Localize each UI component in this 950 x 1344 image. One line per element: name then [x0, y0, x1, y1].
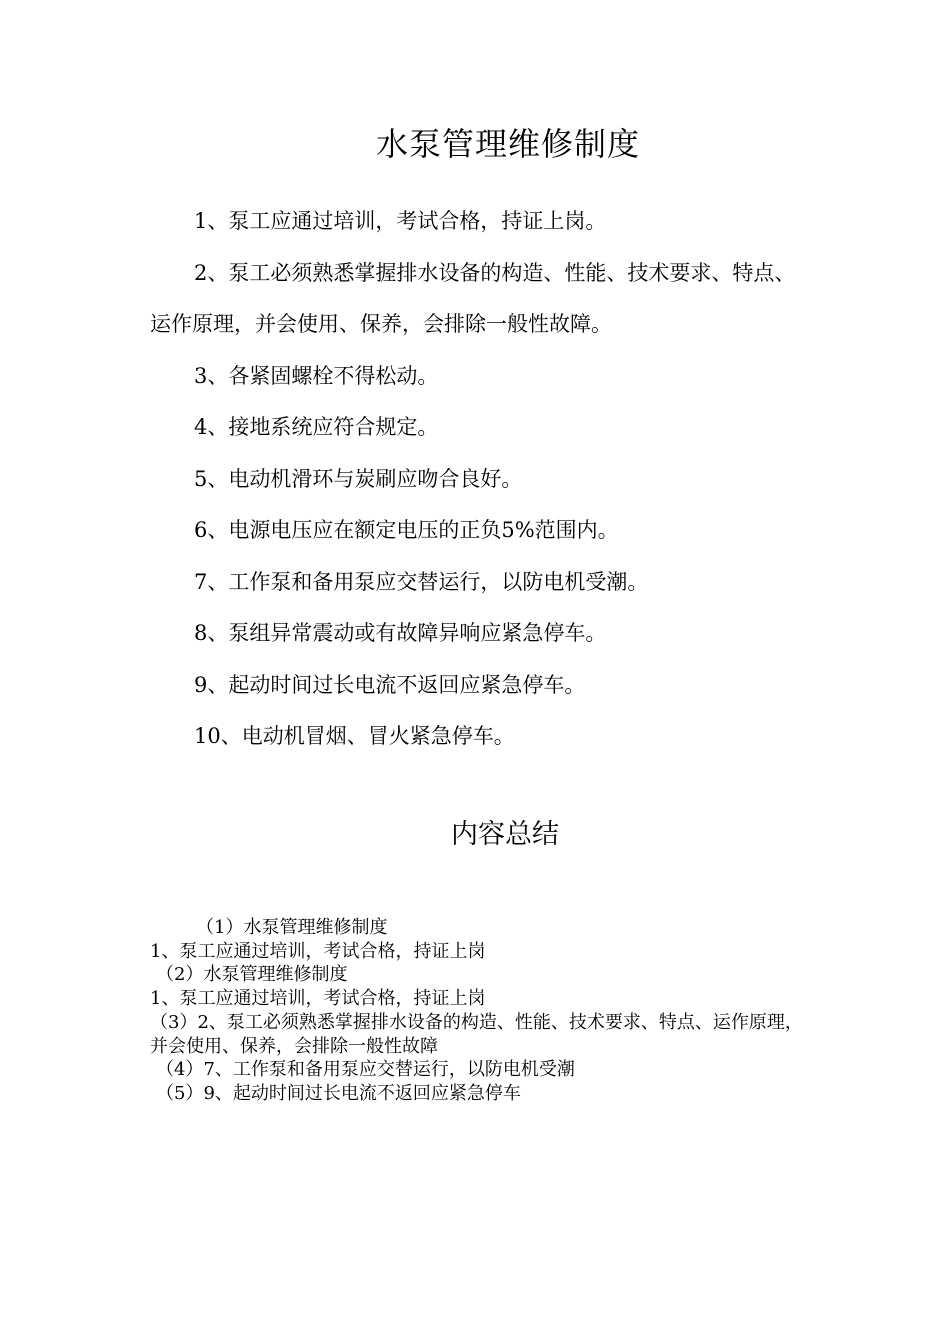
summary-line: （1）水泵管理维修制度 [196, 917, 388, 938]
rules-list [150, 196, 810, 763]
rule-item: 3、各紧固螺栓不得松动。 [194, 363, 439, 388]
rule-item: 1、泵工应通过培训，考试合格，持证上岗。 [194, 209, 607, 233]
summary-line: 1、泵工应通过培训，考试合格，持证上岗 [150, 940, 486, 962]
summary-line: （2）水泵管理维修制度 [156, 964, 348, 986]
document-title: 水泵管理维修制度 [375, 125, 640, 163]
rule-item: 10、电动机冒烟、冒火紧急停车。 [194, 724, 515, 748]
summary-title: 内容总结 [451, 819, 559, 850]
rule-item: 7、工作泵和备用泵应交替运行，以防电机受潮。 [194, 569, 649, 594]
rule-item: 4、接地系统应符合规定。 [194, 415, 439, 439]
rule-item: 2、泵工必须熟悉掌握排水设备的构造、性能、技术要求、特点、运作原理，并会使用、保养，会排除一般性故障。 [150, 260, 796, 336]
summary-block [150, 916, 810, 1106]
summary-line: （4）7、工作泵和备用泵应交替运行，以防电机受潮 [156, 1059, 575, 1081]
rule-item: 5、电动机滑环与炭刷应吻合良好。 [194, 466, 523, 491]
rule-item: 8、泵组异常震动或有故障异响应紧急停车。 [194, 621, 607, 645]
summary-line: 1、泵工应通过培训，考试合格，持证上岗 [150, 988, 486, 1010]
summary-line: （3）2、泵工必须熟悉掌握排水设备的构造、性能、技术要求、特点、运作原理，并会使用、保养，会排除一般性故障 [150, 1011, 803, 1057]
rule-item: 9、起动时间过长电流不返回应紧急停车。 [194, 672, 586, 697]
summary-line: （5）9、起动时间过长电流不返回应紧急停车 [156, 1082, 521, 1104]
rule-item: 6、电源电压应在额定电压的正负5%范围内。 [194, 518, 619, 542]
